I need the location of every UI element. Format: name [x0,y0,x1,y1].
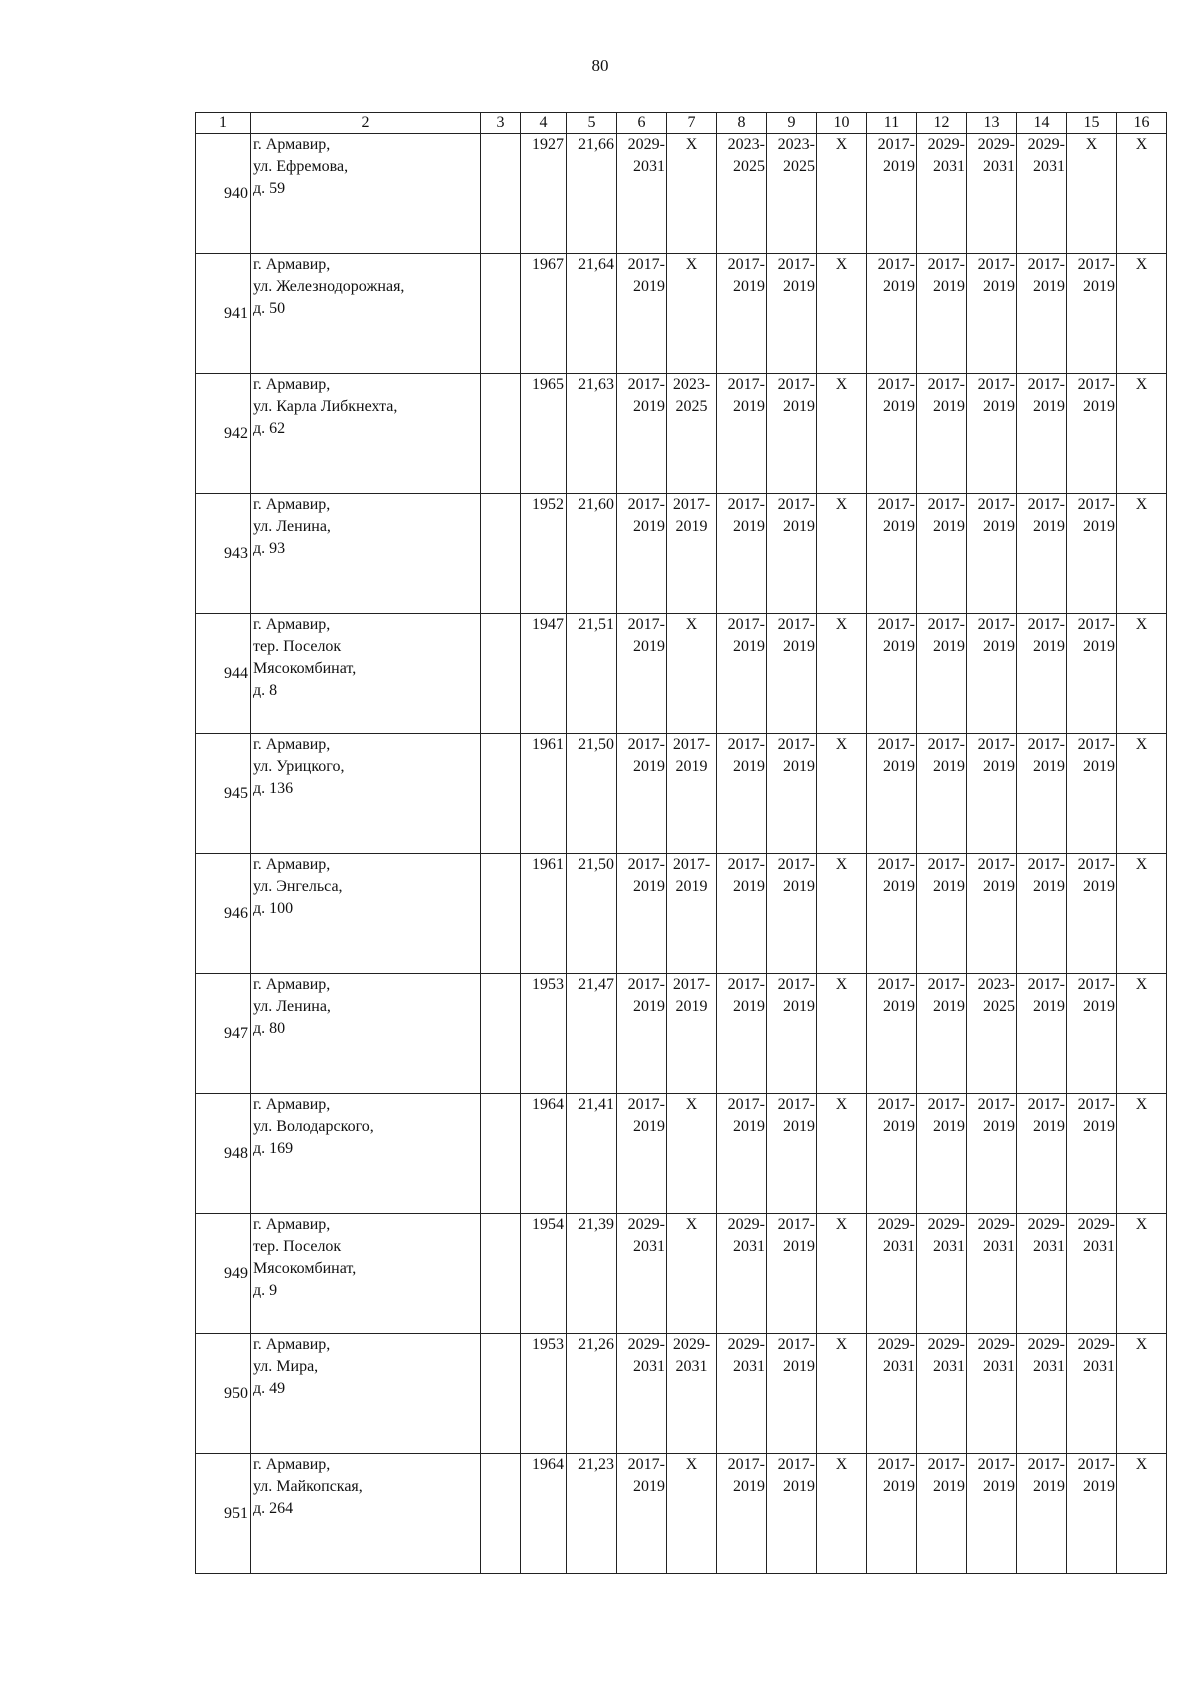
year-built-cell: 1954 [521,1214,567,1334]
table-row [196,1454,1167,1574]
column-number-cell: 10 [817,113,867,134]
value-cell: 21,51 [567,614,617,734]
period-cell-c9: 2017- 2019 [767,374,817,494]
table-row [196,374,1167,494]
period-cell-c13: 2017- 2019 [967,734,1017,854]
register-table [195,112,1167,1574]
period-cell-c9: 2017- 2019 [767,734,817,854]
period-cell-c10: X [817,854,867,974]
period-cell-c12: 2017- 2019 [917,974,967,1094]
year-built-cell: 1953 [521,1334,567,1454]
value-cell: 21,50 [567,734,617,854]
period-cell-c10: X [817,974,867,1094]
period-cell-c15: 2017- 2019 [1067,854,1117,974]
period-cell-c11: 2017- 2019 [867,134,917,254]
period-cell-c15: 2017- 2019 [1067,734,1117,854]
period-cell-c8: 2029- 2031 [717,1214,767,1334]
period-cell-c12: 2029- 2031 [917,1214,967,1334]
period-cell-c6: 2017- 2019 [617,1094,667,1214]
column-3-cell [481,614,521,734]
period-cell-c12: 2029- 2031 [917,134,967,254]
period-cell-c7: X [667,134,717,254]
row-number: 940 [196,134,251,254]
period-cell-c16: X [1117,854,1167,974]
period-cell-c14: 2017- 2019 [1017,734,1067,854]
period-cell-c14: 2017- 2019 [1017,374,1067,494]
period-cell-c13: 2023- 2025 [967,974,1017,1094]
period-cell-c11: 2017- 2019 [867,854,917,974]
year-built-cell: 1927 [521,134,567,254]
address-cell: г. Армавир, ул. Мира, д. 49 [251,1334,481,1454]
address-cell: г. Армавир, ул. Володарского, д. 169 [251,1094,481,1214]
period-cell-c14: 2017- 2019 [1017,494,1067,614]
period-cell-c15: X [1067,134,1117,254]
address-cell: г. Армавир, ул. Ленина, д. 93 [251,494,481,614]
value-cell: 21,64 [567,254,617,374]
period-cell-c15: 2017- 2019 [1067,254,1117,374]
period-cell-c6: 2017- 2019 [617,614,667,734]
period-cell-c12: 2017- 2019 [917,494,967,614]
period-cell-c8: 2017- 2019 [717,974,767,1094]
period-cell-c6: 2017- 2019 [617,374,667,494]
column-number-cell: 4 [521,113,567,134]
period-cell-c7: X [667,1454,717,1574]
year-built-cell: 1947 [521,614,567,734]
address-cell: г. Армавир, ул. Ленина, д. 80 [251,974,481,1094]
column-number-cell: 16 [1117,113,1167,134]
column-number-cell: 12 [917,113,967,134]
value-cell: 21,41 [567,1094,617,1214]
year-built-cell: 1965 [521,374,567,494]
row-number: 943 [196,494,251,614]
period-cell-c13: 2017- 2019 [967,854,1017,974]
period-cell-c7: X [667,1094,717,1214]
period-cell-c7: 2017- 2019 [667,734,717,854]
year-built-cell: 1964 [521,1094,567,1214]
table-row [196,854,1167,974]
period-cell-c16: X [1117,494,1167,614]
column-3-cell [481,1214,521,1334]
period-cell-c16: X [1117,134,1167,254]
period-cell-c14: 2017- 2019 [1017,254,1067,374]
table-row [196,1094,1167,1214]
column-3-cell [481,1334,521,1454]
period-cell-c13: 2017- 2019 [967,254,1017,374]
period-cell-c7: X [667,614,717,734]
column-3-cell [481,1454,521,1574]
column-3-cell [481,134,521,254]
column-number-row [196,113,1167,134]
period-cell-c8: 2017- 2019 [717,614,767,734]
period-cell-c7: 2017- 2019 [667,494,717,614]
period-cell-c15: 2017- 2019 [1067,974,1117,1094]
period-cell-c10: X [817,1454,867,1574]
row-number: 945 [196,734,251,854]
period-cell-c13: 2017- 2019 [967,614,1017,734]
period-cell-c8: 2023- 2025 [717,134,767,254]
table-row [196,974,1167,1094]
value-cell: 21,63 [567,374,617,494]
period-cell-c11: 2017- 2019 [867,1094,917,1214]
period-cell-c16: X [1117,254,1167,374]
row-number: 941 [196,254,251,374]
column-number-cell: 7 [667,113,717,134]
period-cell-c13: 2029- 2031 [967,1334,1017,1454]
column-number-cell: 9 [767,113,817,134]
period-cell-c7: X [667,254,717,374]
column-3-cell [481,374,521,494]
period-cell-c10: X [817,1334,867,1454]
row-number: 951 [196,1454,251,1574]
period-cell-c6: 2029- 2031 [617,1334,667,1454]
period-cell-c13: 2017- 2019 [967,1094,1017,1214]
period-cell-c14: 2017- 2019 [1017,854,1067,974]
column-number-cell: 13 [967,113,1017,134]
period-cell-c9: 2017- 2019 [767,1094,817,1214]
table-row [196,494,1167,614]
row-number: 950 [196,1334,251,1454]
row-number: 947 [196,974,251,1094]
table-row [196,614,1167,734]
period-cell-c11: 2017- 2019 [867,974,917,1094]
column-number-cell: 15 [1067,113,1117,134]
period-cell-c7: 2017- 2019 [667,974,717,1094]
period-cell-c10: X [817,254,867,374]
year-built-cell: 1953 [521,974,567,1094]
column-3-cell [481,1094,521,1214]
period-cell-c14: 2017- 2019 [1017,974,1067,1094]
year-built-cell: 1961 [521,854,567,974]
period-cell-c10: X [817,734,867,854]
value-cell: 21,23 [567,1454,617,1574]
period-cell-c15: 2029- 2031 [1067,1214,1117,1334]
column-number-cell: 8 [717,113,767,134]
period-cell-c15: 2017- 2019 [1067,1094,1117,1214]
period-cell-c14: 2029- 2031 [1017,134,1067,254]
period-cell-c8: 2017- 2019 [717,374,767,494]
period-cell-c15: 2029- 2031 [1067,1334,1117,1454]
period-cell-c9: 2017- 2019 [767,1454,817,1574]
period-cell-c11: 2017- 2019 [867,494,917,614]
period-cell-c6: 2017- 2019 [617,734,667,854]
year-built-cell: 1961 [521,734,567,854]
address-cell: г. Армавир, ул. Урицкого, д. 136 [251,734,481,854]
address-cell: г. Армавир, ул. Карла Либкнехта, д. 62 [251,374,481,494]
period-cell-c6: 2017- 2019 [617,1454,667,1574]
value-cell: 21,39 [567,1214,617,1334]
column-number-cell: 1 [196,113,251,134]
period-cell-c9: 2017- 2019 [767,614,817,734]
address-cell: г. Армавир, ул. Железнодорожная, д. 50 [251,254,481,374]
period-cell-c14: 2017- 2019 [1017,1454,1067,1574]
period-cell-c9: 2017- 2019 [767,854,817,974]
period-cell-c16: X [1117,1094,1167,1214]
period-cell-c16: X [1117,374,1167,494]
address-cell: г. Армавир, ул. Майкопская, д. 264 [251,1454,481,1574]
period-cell-c12: 2017- 2019 [917,374,967,494]
row-number: 946 [196,854,251,974]
period-cell-c10: X [817,374,867,494]
period-cell-c11: 2017- 2019 [867,1454,917,1574]
period-cell-c15: 2017- 2019 [1067,614,1117,734]
period-cell-c12: 2017- 2019 [917,1454,967,1574]
column-number-cell: 2 [251,113,481,134]
column-3-cell [481,734,521,854]
period-cell-c14: 2017- 2019 [1017,1094,1067,1214]
period-cell-c16: X [1117,974,1167,1094]
period-cell-c10: X [817,614,867,734]
period-cell-c16: X [1117,1214,1167,1334]
column-3-cell [481,854,521,974]
page-number: 80 [591,56,609,75]
period-cell-c16: X [1117,1454,1167,1574]
period-cell-c10: X [817,1214,867,1334]
period-cell-c7: 2029- 2031 [667,1334,717,1454]
period-cell-c11: 2029- 2031 [867,1334,917,1454]
period-cell-c14: 2029- 2031 [1017,1334,1067,1454]
period-cell-c15: 2017- 2019 [1067,374,1117,494]
address-cell: г. Армавир, тер. Поселок Мясокомбинат, д. 9 [251,1214,481,1334]
year-built-cell: 1964 [521,1454,567,1574]
period-cell-c8: 2017- 2019 [717,494,767,614]
period-cell-c11: 2017- 2019 [867,254,917,374]
period-cell-c11: 2017- 2019 [867,374,917,494]
period-cell-c13: 2017- 2019 [967,374,1017,494]
period-cell-c6: 2017- 2019 [617,854,667,974]
value-cell: 21,50 [567,854,617,974]
table-row [196,1334,1167,1454]
period-cell-c12: 2017- 2019 [917,1094,967,1214]
period-cell-c13: 2017- 2019 [967,494,1017,614]
value-cell: 21,60 [567,494,617,614]
row-number: 949 [196,1214,251,1334]
table-row [196,134,1167,254]
period-cell-c8: 2017- 2019 [717,1094,767,1214]
year-built-cell: 1952 [521,494,567,614]
table-row [196,1214,1167,1334]
period-cell-c9: 2023- 2025 [767,134,817,254]
period-cell-c9: 2017- 2019 [767,494,817,614]
period-cell-c13: 2029- 2031 [967,1214,1017,1334]
period-cell-c16: X [1117,1334,1167,1454]
period-cell-c10: X [817,494,867,614]
table-body [196,113,1167,1574]
period-cell-c8: 2017- 2019 [717,1454,767,1574]
period-cell-c12: 2017- 2019 [917,254,967,374]
period-cell-c8: 2017- 2019 [717,854,767,974]
column-3-cell [481,494,521,614]
period-cell-c12: 2017- 2019 [917,734,967,854]
period-cell-c10: X [817,1094,867,1214]
value-cell: 21,26 [567,1334,617,1454]
period-cell-c8: 2017- 2019 [717,734,767,854]
value-cell: 21,47 [567,974,617,1094]
column-number-cell: 11 [867,113,917,134]
address-cell: г. Армавир, ул. Ефремова, д. 59 [251,134,481,254]
period-cell-c9: 2017- 2019 [767,1214,817,1334]
period-cell-c14: 2017- 2019 [1017,614,1067,734]
period-cell-c11: 2029- 2031 [867,1214,917,1334]
period-cell-c6: 2017- 2019 [617,254,667,374]
year-built-cell: 1967 [521,254,567,374]
column-3-cell [481,974,521,1094]
period-cell-c16: X [1117,734,1167,854]
row-number: 948 [196,1094,251,1214]
period-cell-c7: 2017- 2019 [667,854,717,974]
period-cell-c6: 2017- 2019 [617,974,667,1094]
period-cell-c8: 2029- 2031 [717,1334,767,1454]
row-number: 942 [196,374,251,494]
period-cell-c6: 2017- 2019 [617,494,667,614]
period-cell-c6: 2029- 2031 [617,1214,667,1334]
column-number-cell: 3 [481,113,521,134]
value-cell: 21,66 [567,134,617,254]
table-row [196,254,1167,374]
column-number-cell: 5 [567,113,617,134]
column-number-cell: 14 [1017,113,1067,134]
period-cell-c9: 2017- 2019 [767,974,817,1094]
period-cell-c9: 2017- 2019 [767,1334,817,1454]
column-3-cell [481,254,521,374]
period-cell-c13: 2017- 2019 [967,1454,1017,1574]
period-cell-c15: 2017- 2019 [1067,494,1117,614]
period-cell-c13: 2029- 2031 [967,134,1017,254]
table-row [196,734,1167,854]
period-cell-c9: 2017- 2019 [767,254,817,374]
period-cell-c6: 2029- 2031 [617,134,667,254]
row-number: 944 [196,614,251,734]
period-cell-c12: 2029- 2031 [917,1334,967,1454]
period-cell-c16: X [1117,614,1167,734]
address-cell: г. Армавир, ул. Энгельса, д. 100 [251,854,481,974]
period-cell-c11: 2017- 2019 [867,614,917,734]
column-number-cell: 6 [617,113,667,134]
address-cell: г. Армавир, тер. Поселок Мясокомбинат, д. 8 [251,614,481,734]
period-cell-c7: 2023- 2025 [667,374,717,494]
period-cell-c7: X [667,1214,717,1334]
period-cell-c11: 2017- 2019 [867,734,917,854]
period-cell-c12: 2017- 2019 [917,854,967,974]
period-cell-c8: 2017- 2019 [717,254,767,374]
period-cell-c12: 2017- 2019 [917,614,967,734]
period-cell-c14: 2029- 2031 [1017,1214,1067,1334]
period-cell-c15: 2017- 2019 [1067,1454,1117,1574]
period-cell-c10: X [817,134,867,254]
